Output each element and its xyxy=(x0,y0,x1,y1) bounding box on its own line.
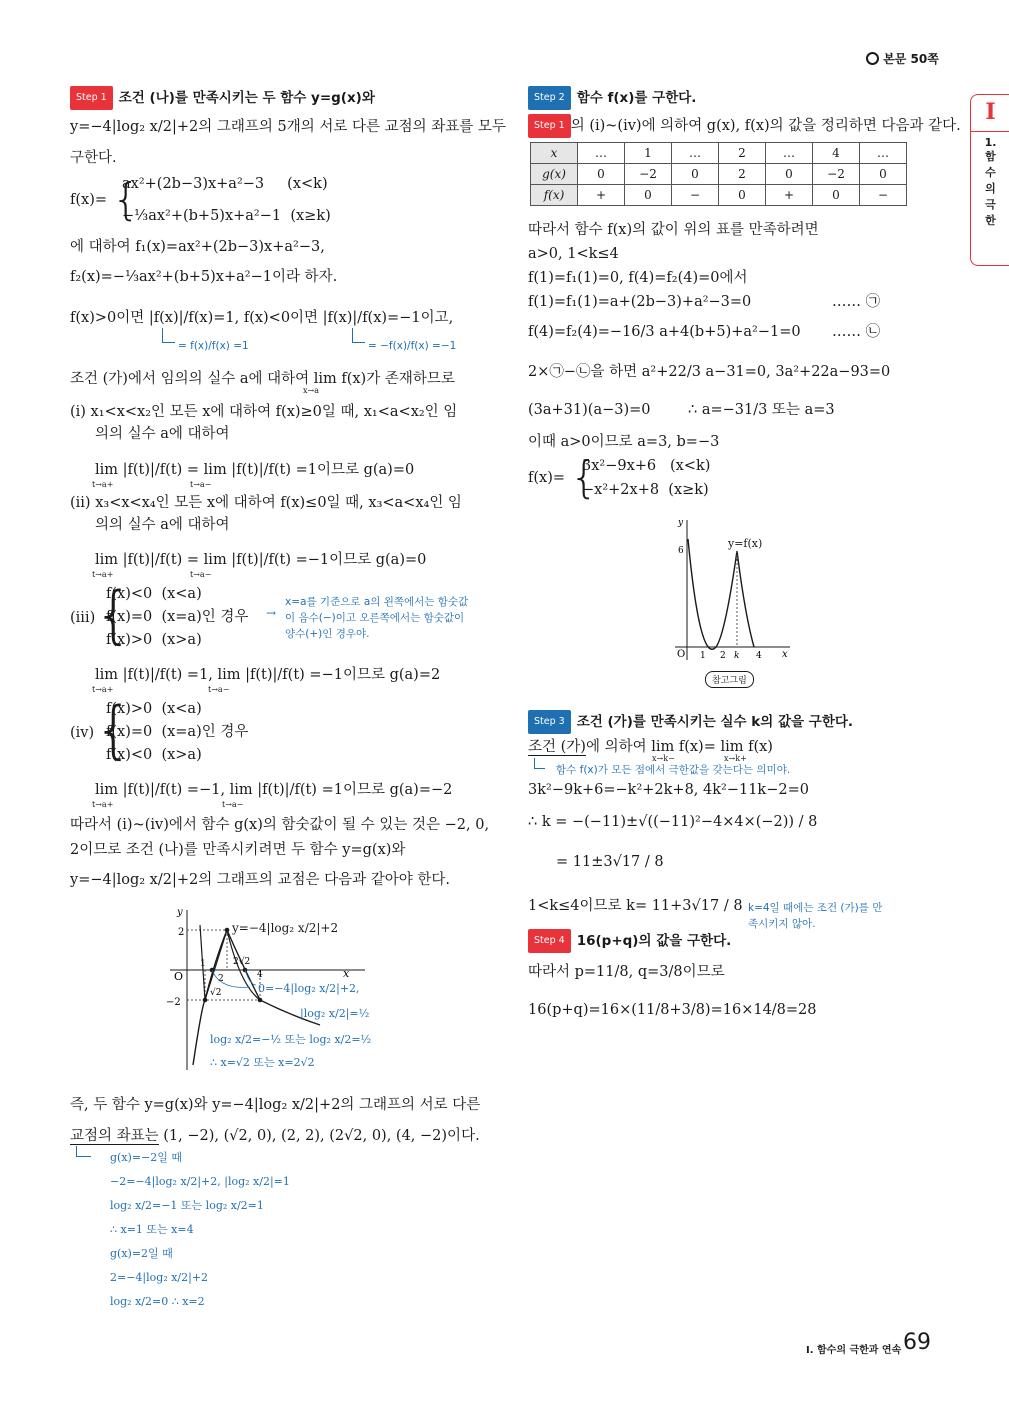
r5-tag: …… ㉡ xyxy=(832,324,881,340)
s3-note: 함수 f(x)가 모든 점에서 극한값을 갖는다는 의미야. xyxy=(556,764,791,776)
table-cell: − xyxy=(672,185,719,206)
case3-limit: lim |f(t)|/f(t) =1, lim |f(t)|/f(t) =−1이므로 g(a)=2 xyxy=(95,667,441,683)
r4: f(1)=f₁(1)=a+(2b−3)+a²−3=0 xyxy=(528,294,752,310)
chapter-char: 수 xyxy=(985,166,996,179)
table-cell: 0 xyxy=(719,185,766,206)
r1: 따라서 함수 f(x)의 값이 위의 표를 만족하려면 xyxy=(528,222,819,238)
chapter-title xyxy=(971,149,1009,229)
svg-text:1: 1 xyxy=(700,651,706,661)
footer-section: Ⅰ. 함수의 극한과 연속 xyxy=(806,1345,902,1356)
graph1-label: y=−4|log₂ x/2|+2 xyxy=(232,921,339,935)
note-line: 2=−4|log₂ x/2|+2 xyxy=(110,1271,209,1284)
case4-limit: lim |f(t)|/f(t) =−1, lim |f(t)|/f(t) =1이므로 g(a)=−2 xyxy=(95,782,453,798)
page-reference xyxy=(866,50,939,67)
step1-heading: Step 1 조건 (나)를 만족시키는 두 함수 y=g(x)와 xyxy=(70,86,375,110)
graph1-eq2: |log₂ x/2|=½ xyxy=(300,1007,370,1020)
table-cell: … xyxy=(860,143,907,164)
table-cell: 0 xyxy=(625,185,672,206)
table-cell: 0 xyxy=(672,164,719,185)
table-row xyxy=(531,143,907,164)
lim-sub-condition: x→a xyxy=(303,386,319,395)
step-badge: Step 2 xyxy=(528,86,571,110)
page-reference-label: 본문 50쪽 xyxy=(883,52,939,66)
page-number: 69 xyxy=(903,1330,931,1355)
table-row-header: x xyxy=(531,143,578,164)
f2-definition: f₂(x)=−⅓ax²+(b+5)x+a²−1이라 하자. xyxy=(70,269,338,285)
conclusion-2: 2이므로 조건 (나)를 만족시키려면 두 함수 y=g(x)와 xyxy=(70,842,406,858)
step-badge: Step 1 xyxy=(70,86,113,110)
r8: 이때 a>0이므로 a=3, b=−3 xyxy=(528,434,720,450)
case1-line1: (ⅰ) x₁<x<x₂인 모든 x에 대하여 f(x)≥0일 때, x₁<a<x₂인 임 xyxy=(70,404,458,420)
s3-5: 1<k≤4이므로 k= 11+3√17 / 8 xyxy=(528,898,743,914)
note-line: log₂ x/2=0 ∴ x=2 xyxy=(110,1295,205,1308)
r7a: (3a+31)(a−3)=0 xyxy=(528,402,651,418)
s3-2: 3k²−9k+6=−k²+2k+8, 4k²−11k−2=0 xyxy=(528,782,809,798)
note-line: ∴ x=1 또는 x=4 xyxy=(110,1223,194,1236)
table-cell: … xyxy=(578,143,625,164)
table-cell: 0 xyxy=(860,164,907,185)
r5: f(4)=f₂(4)=−16/3 a+4(b+5)+a²−1=0 xyxy=(528,324,801,340)
graph1-eq3: log₂ x/2=−½ 또는 log₂ x/2=½ xyxy=(210,1033,372,1046)
ratio-note-1: = f(x)/f(x) =1 xyxy=(178,340,249,352)
chapter-char: 함 xyxy=(985,150,996,163)
svg-text:−2: −2 xyxy=(166,997,181,1008)
chapter-char: 의 xyxy=(985,182,996,195)
svg-text:6: 6 xyxy=(678,546,684,556)
table-cell: − xyxy=(860,185,907,206)
case1-limit: lim |f(t)|/f(t) = lim |f(t)|/f(t) =1이므로 g(a)=0 xyxy=(95,462,415,478)
r4-tag: …… ㉠ xyxy=(832,294,881,310)
svg-text:2: 2 xyxy=(720,651,726,661)
note-line: g(x)=2일 때 xyxy=(110,1247,173,1260)
table-cell: −2 xyxy=(625,164,672,185)
table-row xyxy=(531,185,907,206)
table-cell: 0 xyxy=(813,185,860,206)
table-cell: + xyxy=(766,185,813,206)
f1-definition: 에 대하여 f₁(x)=ax²+(2b−3)x+a²−3, xyxy=(70,239,325,255)
value-table xyxy=(530,142,907,206)
svg-text:4: 4 xyxy=(756,651,762,661)
svg-text:2: 2 xyxy=(178,927,185,938)
svg-text:k: k xyxy=(734,651,740,661)
case2-line2: 의의 실수 a에 대하여 xyxy=(95,517,230,533)
case3-note: x=a를 기준으로 a의 왼쪽에서는 함숫값이 음수(−)이고 오른쪽에서는 함숫값이 양수(+)인 경우야. xyxy=(285,596,469,640)
arrow-right-icon: → xyxy=(266,606,277,620)
condition-ga: 조건 (가)에서 임의의 실수 a에 대하여 lim f(x)가 존재하므로 xyxy=(70,371,455,387)
step3-heading: Step 3 조건 (가)를 만족시키는 실수 k의 값을 구한다. xyxy=(528,710,853,734)
svg-text:x: x xyxy=(782,649,788,660)
final-2: 교점의 좌표는 (1, −2), (√2, 0), (2, 2), (2√2, 0), (4, −2)이다. xyxy=(70,1128,480,1144)
svg-text:y: y xyxy=(678,518,684,528)
brace: { xyxy=(112,174,140,225)
svg-text:y: y xyxy=(177,907,183,918)
step2-heading: Step 2 함수 f(x)를 구한다. xyxy=(528,86,696,110)
step1-line2: y=−4|log₂ x/2|+2의 그래프의 5개의 서로 다른 교점의 좌표를 모두 xyxy=(70,119,506,135)
ratio-note-2: = −f(x)/f(x) =−1 xyxy=(368,340,457,352)
table-cell: … xyxy=(766,143,813,164)
svg-text:4: 4 xyxy=(257,970,263,980)
graph1-eq1: 0=−4|log₂ x/2|+2, xyxy=(258,982,360,995)
ratio-line: f(x)>0이면 |f(x)|/f(x)=1, f(x)<0이면 |f(x)|/f(x)=−1이고, xyxy=(70,310,454,326)
chapter-char: 한 xyxy=(985,214,996,227)
graph1-eq4: ∴ x=√2 또는 x=2√2 xyxy=(210,1056,315,1069)
step4-heading: Step 4 16(p+q)의 값을 구한다. xyxy=(528,929,731,953)
table-cell: 2 xyxy=(719,143,766,164)
case2-limit: lim |f(t)|/f(t) = lim |f(t)|/f(t) =−1이므로 g(a)=0 xyxy=(95,552,427,568)
chapter-side-tab xyxy=(970,94,1009,266)
svg-text:√2: √2 xyxy=(210,988,222,998)
conclusion-1: 따라서 (ⅰ)~(ⅳ)에서 함수 g(x)의 함숫값이 될 수 있는 것은 −2, 0, xyxy=(70,817,490,833)
brace: { xyxy=(570,452,598,503)
r7b: ∴ a=−31/3 또는 a=3 xyxy=(688,402,835,418)
table-cell: … xyxy=(672,143,719,164)
ratio-bracket-2 xyxy=(352,328,365,343)
chapter-roman: I xyxy=(985,99,996,125)
brace: { xyxy=(94,693,134,766)
case1-line2: 의의 실수 a에 대하여 xyxy=(95,426,230,442)
s3-3: ∴ k = −(−11)±√((−11)²−4×4×(−2)) / 8 xyxy=(528,814,818,830)
r3: f(1)=f₁(1)=0, f(4)=f₂(4)=0에서 xyxy=(528,270,748,286)
s3-1: 조건 (가)에 의하여 lim f(x)= lim f(x) xyxy=(528,739,773,755)
table-cell: −2 xyxy=(813,164,860,185)
graph2-label: y=f(x) xyxy=(728,537,763,550)
table-cell: 2 xyxy=(719,164,766,185)
table-cell: 4 xyxy=(813,143,860,164)
table-cell: 0 xyxy=(766,164,813,185)
s4-1: 따라서 p=11/8, q=3/8이므로 xyxy=(528,964,725,980)
svg-text:1: 1 xyxy=(200,959,206,969)
table-cell: + xyxy=(578,185,625,206)
svg-text:2√2: 2√2 xyxy=(233,957,251,967)
table-cell: 0 xyxy=(578,164,625,185)
table-cell: 1 xyxy=(625,143,672,164)
chapter-char: 극 xyxy=(985,198,996,211)
r2: a>0, 1<k≤4 xyxy=(528,246,619,262)
notes-bottom xyxy=(110,1146,290,1314)
table-row-header: f(x) xyxy=(531,185,578,206)
table-intro: Step 1 의 (ⅰ)~(ⅳ)에 의하여 g(x), f(x)의 값을 정리하면 다음과 같다. xyxy=(528,114,961,138)
table-row xyxy=(531,164,907,185)
s3-4: = 11±3√17 / 8 xyxy=(556,854,664,870)
circle-icon xyxy=(866,52,879,65)
graph2-caption: 참고그림 xyxy=(705,671,754,688)
svg-text:O: O xyxy=(174,970,184,983)
note-line: −2=−4|log₂ x/2|+2, |log₂ x/2|=1 xyxy=(110,1175,290,1188)
svg-text:O: O xyxy=(677,649,686,660)
svg-text:2: 2 xyxy=(218,974,224,984)
s4-2: 16(p+q)=16×(11/8+3/8)=16×14/8=28 xyxy=(528,1002,817,1018)
final-1: 즉, 두 함수 y=g(x)와 y=−4|log₂ x/2|+2의 그래프의 서로 다른 xyxy=(70,1097,481,1113)
svg-text:x: x xyxy=(343,967,350,980)
chapter-number: 1. xyxy=(984,136,997,149)
step1-line3: 구한다. xyxy=(70,150,117,166)
note-line: g(x)=−2일 때 xyxy=(110,1151,183,1164)
conclusion-3: y=−4|log₂ x/2|+2의 그래프의 교점은 다음과 같아야 한다. xyxy=(70,872,450,888)
s3-bracket xyxy=(534,758,545,769)
ratio-bracket-1 xyxy=(162,328,175,343)
table-row-header: g(x) xyxy=(531,164,578,185)
brace: { xyxy=(94,578,134,651)
notes-bracket xyxy=(76,1146,91,1157)
case2-line1: (ⅱ) x₃<x<x₄인 모든 x에 대하여 f(x)≤0일 때, x₃<a<x₄인 임 xyxy=(70,495,462,511)
s3-note2: k=4일 때에는 조건 (가)를 만족시키지 않아. xyxy=(748,902,883,930)
r6: 2×㉠−㉡을 하면 a²+22/3 a−31=0, 3a²+22a−93=0 xyxy=(528,364,891,380)
note-line: log₂ x/2=−1 또는 log₂ x/2=1 xyxy=(110,1199,264,1212)
